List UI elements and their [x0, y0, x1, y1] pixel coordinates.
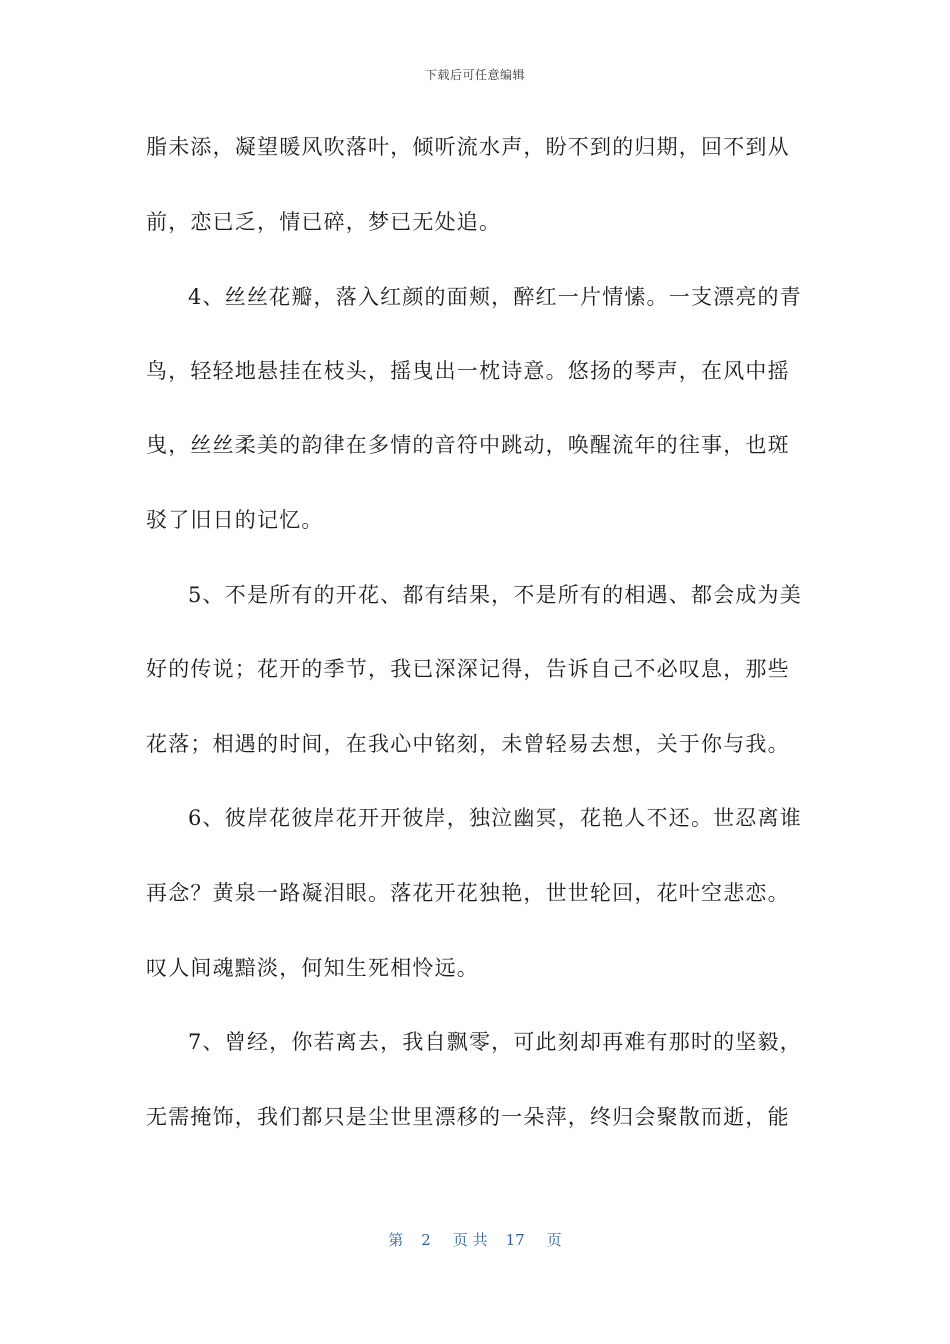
text-line: 好的传说；花开的季节，我已深深记得，告诉自己不必叹息，那些: [146, 657, 790, 681]
text-line: 鸟，轻轻地悬挂在枝头，摇曳出一枕诗意。悠扬的琴声，在风中摇: [146, 359, 790, 383]
footer-total-pages: 17: [505, 1231, 525, 1249]
footer-suffix: 页: [546, 1231, 562, 1249]
text-line: 脂未添，凝望暖风吹落叶，倾听流水声，盼不到的归期，回不到从: [146, 135, 790, 159]
text-line: 花落；相遇的时间，在我心中铭刻，未曾轻易去想，关于你与我。: [146, 732, 790, 756]
text-line: 叹人间魂黯淡，何知生死相怜远。: [146, 956, 479, 980]
text-line: 无需掩饰，我们都只是尘世里漂移的一朵萍，终归会聚散而逝，能: [146, 1105, 790, 1129]
text-line: 曳，丝丝柔美的韵律在多情的音符中跳动，唤醒流年的往事，也斑: [146, 433, 790, 457]
paragraph-first-line: 6、彼岸花彼岸花开开彼岸，独泣幽冥，花艳人不还。世忍离谁: [188, 806, 802, 830]
paragraph-first-line: 4、丝丝花瓣，落入红颜的面颊，醉红一片情愫。一支漂亮的青: [188, 285, 802, 309]
page-header: 下载后可任意编辑: [424, 68, 525, 82]
text-line: 前，恋已乏，情已碎，梦已无处追。: [146, 210, 502, 234]
paragraph-first-line: 7、曾经，你若离去，我自飘零，可此刻却再难有那时的坚毅，: [188, 1030, 802, 1054]
page-footer: [0, 1229, 950, 1250]
footer-middle: 页 共: [452, 1231, 488, 1249]
footer-page-number: 2: [421, 1231, 431, 1249]
text-line: 再念？黄泉一路凝泪眼。落花开花独艳，世世轮回，花叶空悲恋。: [146, 881, 790, 905]
paragraph-first-line: 5、不是所有的开花、都有结果，不是所有的相遇、都会成为美: [188, 583, 802, 607]
text-line: 驳了旧日的记忆。: [146, 508, 324, 532]
footer-prefix: 第: [388, 1231, 404, 1249]
